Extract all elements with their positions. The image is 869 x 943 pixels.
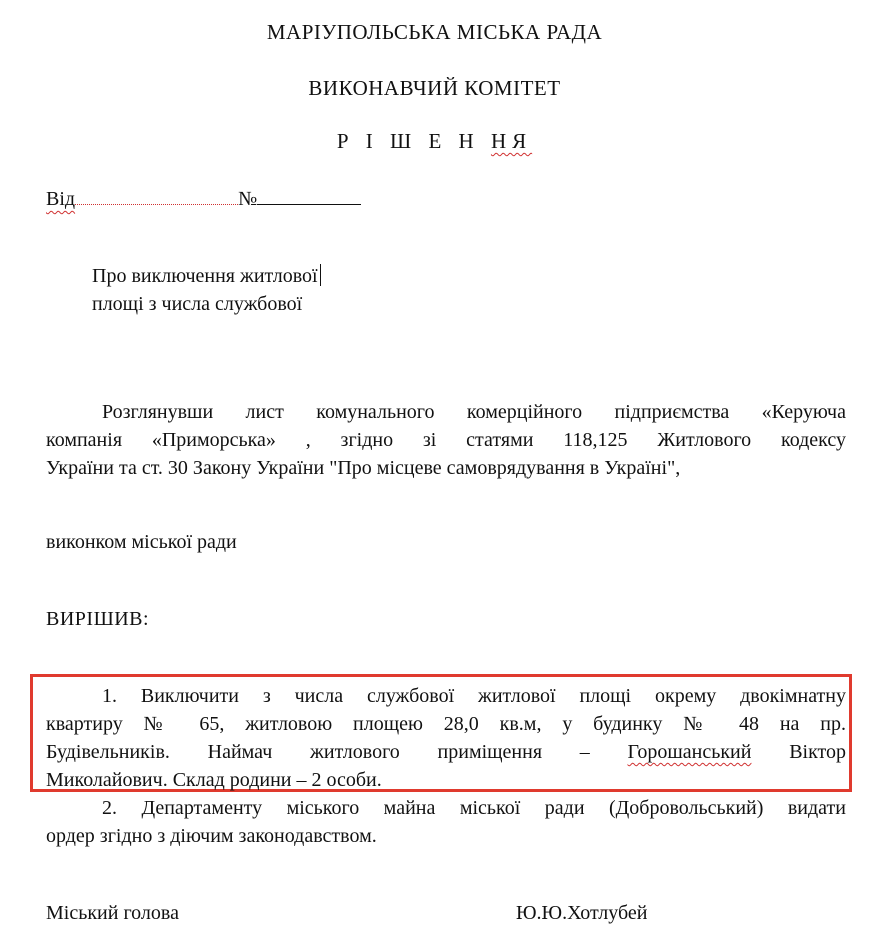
decision-title-underlined-part: НЯ bbox=[490, 129, 533, 153]
committee-title: ВИКОНАВЧИЙ КОМІТЕТ bbox=[308, 76, 561, 100]
item-1-paragraph bbox=[46, 682, 846, 794]
date-label: Від bbox=[46, 188, 76, 210]
tenant-first-name: Віктор bbox=[789, 741, 847, 763]
item-1-line-3-start: Будівельників. Наймач житлового приміщення – bbox=[46, 741, 590, 763]
council-title: МАРІУПОЛЬСЬКА МІСЬКА РАДА bbox=[266, 20, 603, 44]
item-2-paragraph bbox=[46, 794, 846, 850]
item-1-line-4: Миколайович. Склад родини – 2 особи. bbox=[46, 769, 382, 791]
item-2-line-1: 2. Департаменту міського майна міської ради (Добровольський) видати bbox=[102, 797, 846, 819]
subject-line-2: площі з числа службової bbox=[92, 293, 303, 315]
item-1-line-3 bbox=[46, 738, 846, 766]
date-blank-field[interactable] bbox=[75, 186, 238, 205]
tenant-surname: Горошанський bbox=[627, 741, 752, 763]
signature-title: Міський голова bbox=[46, 902, 179, 924]
number-blank-field[interactable] bbox=[257, 186, 361, 205]
signature-name: Ю.Ю.Хотлубей bbox=[516, 902, 648, 924]
intro-line-1: Розглянувши лист комунального комерційного підприємства «Керуюча bbox=[102, 401, 846, 423]
intro-line-3: України та ст. 30 Закону України "Про місцеве самоврядування в Україні", bbox=[46, 457, 681, 479]
item-1-line-2: квартиру № 65, житловою площею 28,0 кв.м, у будинку № 48 на пр. bbox=[46, 713, 846, 735]
text-cursor bbox=[320, 264, 321, 286]
intro-paragraph bbox=[46, 398, 846, 482]
executive-committee-line: виконком міської ради bbox=[46, 531, 237, 553]
date-number-line bbox=[46, 186, 361, 211]
subject-line-1 bbox=[92, 262, 321, 290]
item-2-line-2: ордер згідно з діючим законодавством. bbox=[46, 825, 377, 847]
item-1-line-1: 1. Виключити з числа службової житлової площі окрему двокімнатну bbox=[102, 685, 846, 707]
decision-title-part: Р І Ш Е Н bbox=[336, 129, 491, 153]
intro-line-2: компанія «Приморська» , згідно зі статями 118,125 Житлового кодексу bbox=[46, 429, 846, 451]
number-label: № bbox=[238, 188, 258, 210]
subject-line-1-text: Про виключення житлової bbox=[92, 265, 318, 287]
decision-title bbox=[0, 129, 869, 154]
resolved-heading: ВИРІШИВ: bbox=[46, 608, 150, 630]
subject-block bbox=[92, 262, 321, 318]
